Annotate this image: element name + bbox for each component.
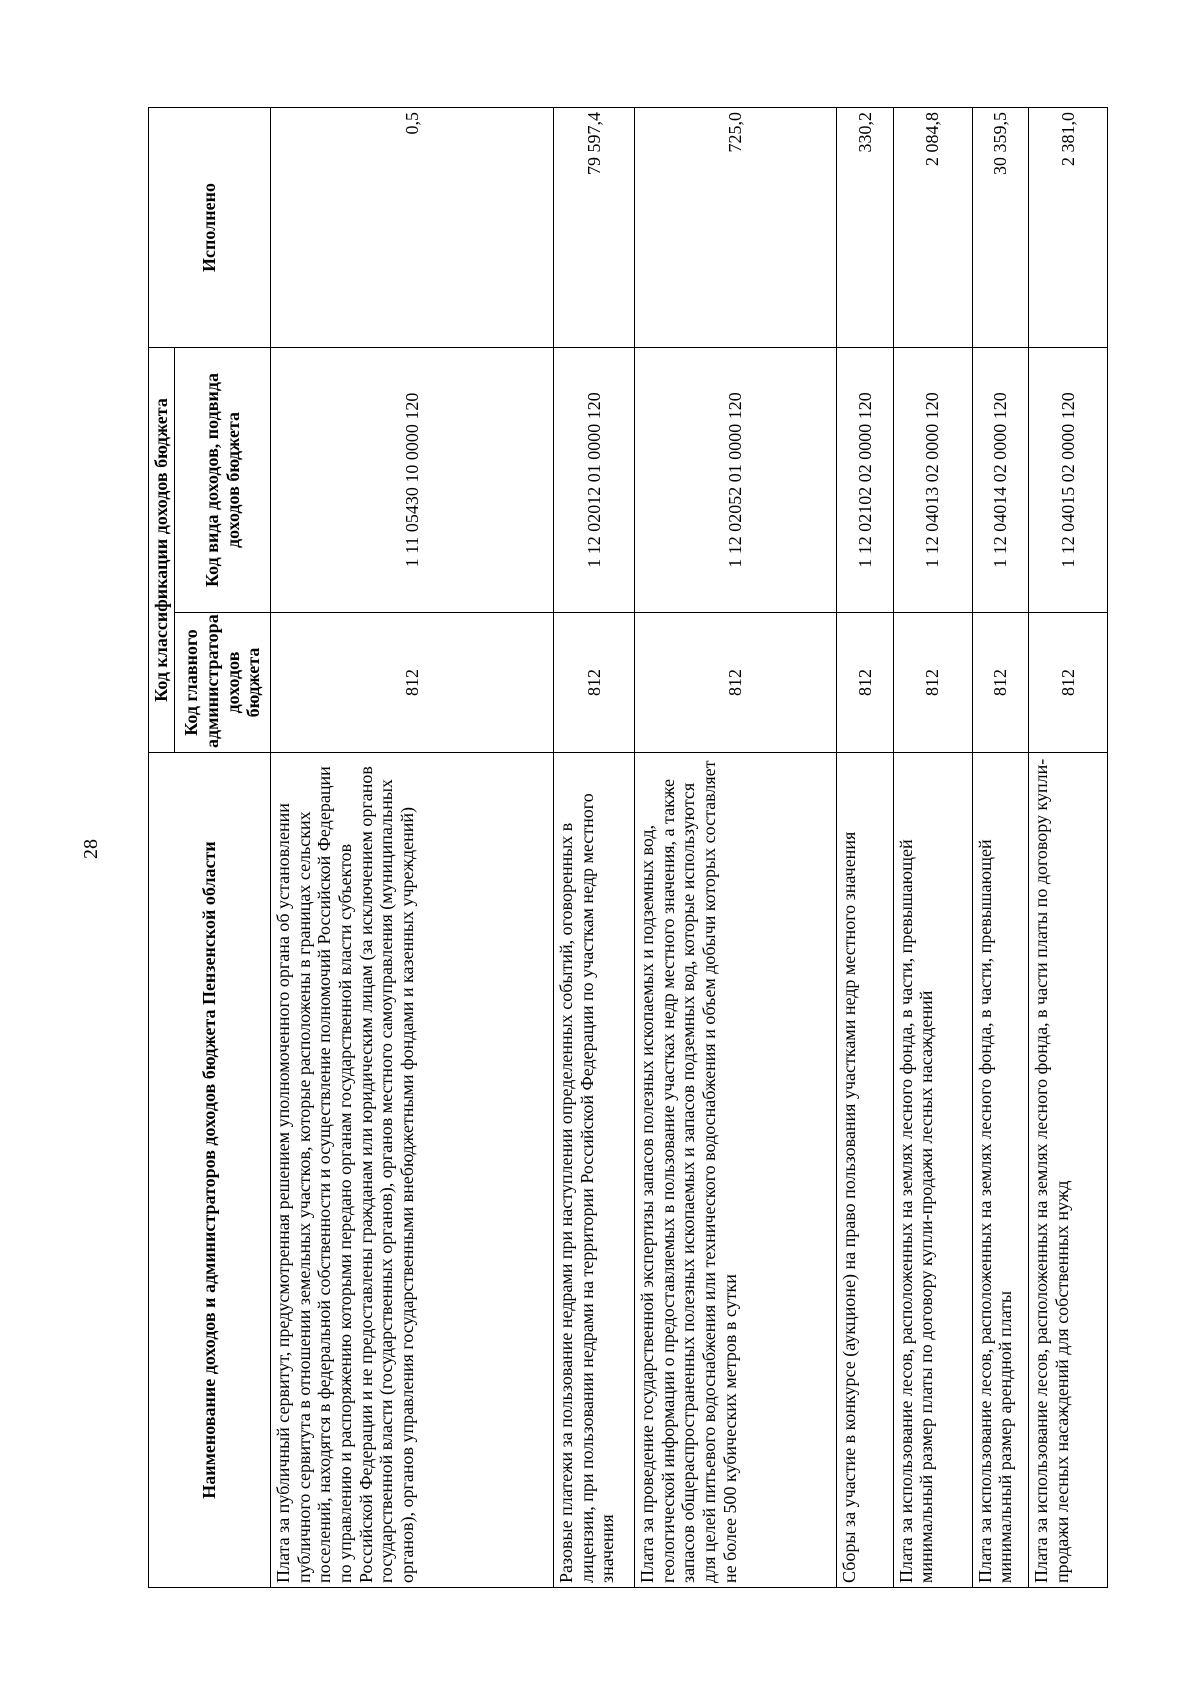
row-name: Плата за использование лесов, расположенных на землях лесного фонда, в части, превышающей минимальный размер платы по договору купли-продажи лесных насаждений — [893, 753, 972, 1588]
table-body — [271, 107, 1108, 1587]
row-kind-code: 1 11 05430 10 0000 120 — [271, 347, 554, 612]
row-name: Сборы за участие в конкурсе (аукционе) на право пользования участками недр местного значения — [837, 753, 894, 1588]
table-row — [634, 107, 836, 1587]
row-name: Плата за проведение государственной экспертизы запасов полезных ископаемых и подземных вод, геологической информации о предоставляемых в пользование участках недр местного значения, а также запасов общераспространенных полезных ископаемых и запасов подземных вод, которые используются для целей питьевого водоснабжения или технического водоснабжения и объем добычи которых составляет не более 500 кубических метров в сутки — [634, 753, 836, 1588]
row-admin-code: 812 — [893, 613, 972, 753]
row-name: Разовые платежи за пользование недрами при наступлении определенных событий, оговоренных в лицензии, при пользовании недрами на территории Российской Федерации по участкам недр местного значения — [554, 753, 635, 1588]
table-header — [149, 107, 271, 1587]
header-name: Наименование доходов и администраторов доходов бюджета Пензенской области — [149, 753, 271, 1588]
row-name: Плата за использование лесов, расположенных на землях лесного фонда, в части, превышающей минимальный размер арендной платы — [972, 753, 1029, 1588]
header-kind-code: Код вида доходов, подвида доходов бюджета — [175, 347, 271, 612]
table-row — [271, 107, 554, 1587]
header-classification-group: Код классификации доходов бюджета — [149, 347, 175, 752]
row-kind-code: 1 12 02052 01 0000 120 — [634, 347, 836, 612]
row-admin-code: 812 — [1029, 613, 1108, 753]
page-number: 28 — [80, 839, 102, 859]
row-admin-code: 812 — [271, 613, 554, 753]
table-row — [837, 107, 894, 1587]
row-executed: 30 359,5 — [972, 107, 1029, 347]
row-kind-code: 1 12 04015 02 0000 120 — [1029, 347, 1108, 612]
header-admin-code: Код главного администратора доходов бюджета — [175, 613, 271, 753]
row-admin-code: 812 — [972, 613, 1029, 753]
row-admin-code: 812 — [837, 613, 894, 753]
row-executed: 79 597,4 — [554, 107, 635, 347]
row-name: Плата за публичный сервитут, предусмотренная решением уполномоченного органа об установлении публичного сервитута в отношении земельных участков, которые расположены в границах сельских поселений, находятся в федеральной собственности и осуществление полномочий Российской Федерации по управлению и распоряжению которыми передано органам государственной власти субъектов Российской Федерации и не предоставлены гражданам или юридическим лицам (за исключением органов государственной власти (государственных органов), органов местного самоуправления (муниципальных органов), органов управления государственными внебюджетными фондами и казенных учреждений) — [271, 753, 554, 1588]
table-row — [972, 107, 1029, 1587]
row-name: Плата за использование лесов, расположенных на землях лесного фонда, в части платы по договору купли-продажи лесных насаждений для собственных нужд — [1029, 753, 1108, 1588]
table-row — [554, 107, 635, 1587]
rotated-table-container — [148, 108, 1108, 1588]
row-admin-code: 812 — [554, 613, 635, 753]
row-kind-code: 1 12 04014 02 0000 120 — [972, 347, 1029, 612]
row-kind-code: 1 12 04013 02 0000 120 — [893, 347, 972, 612]
row-kind-code: 1 12 02102 02 0000 120 — [837, 347, 894, 612]
row-executed: 330,2 — [837, 107, 894, 347]
header-executed: Исполнено — [149, 107, 271, 347]
table-row — [1029, 107, 1108, 1587]
row-executed: 725,0 — [634, 107, 836, 347]
row-kind-code: 1 12 02012 01 0000 120 — [554, 347, 635, 612]
row-executed: 2 381,0 — [1029, 107, 1108, 347]
row-executed: 2 084,8 — [893, 107, 972, 347]
row-executed: 0,5 — [271, 107, 554, 347]
row-admin-code: 812 — [634, 613, 836, 753]
budget-revenue-table — [148, 107, 1108, 1588]
table-row — [893, 107, 972, 1587]
